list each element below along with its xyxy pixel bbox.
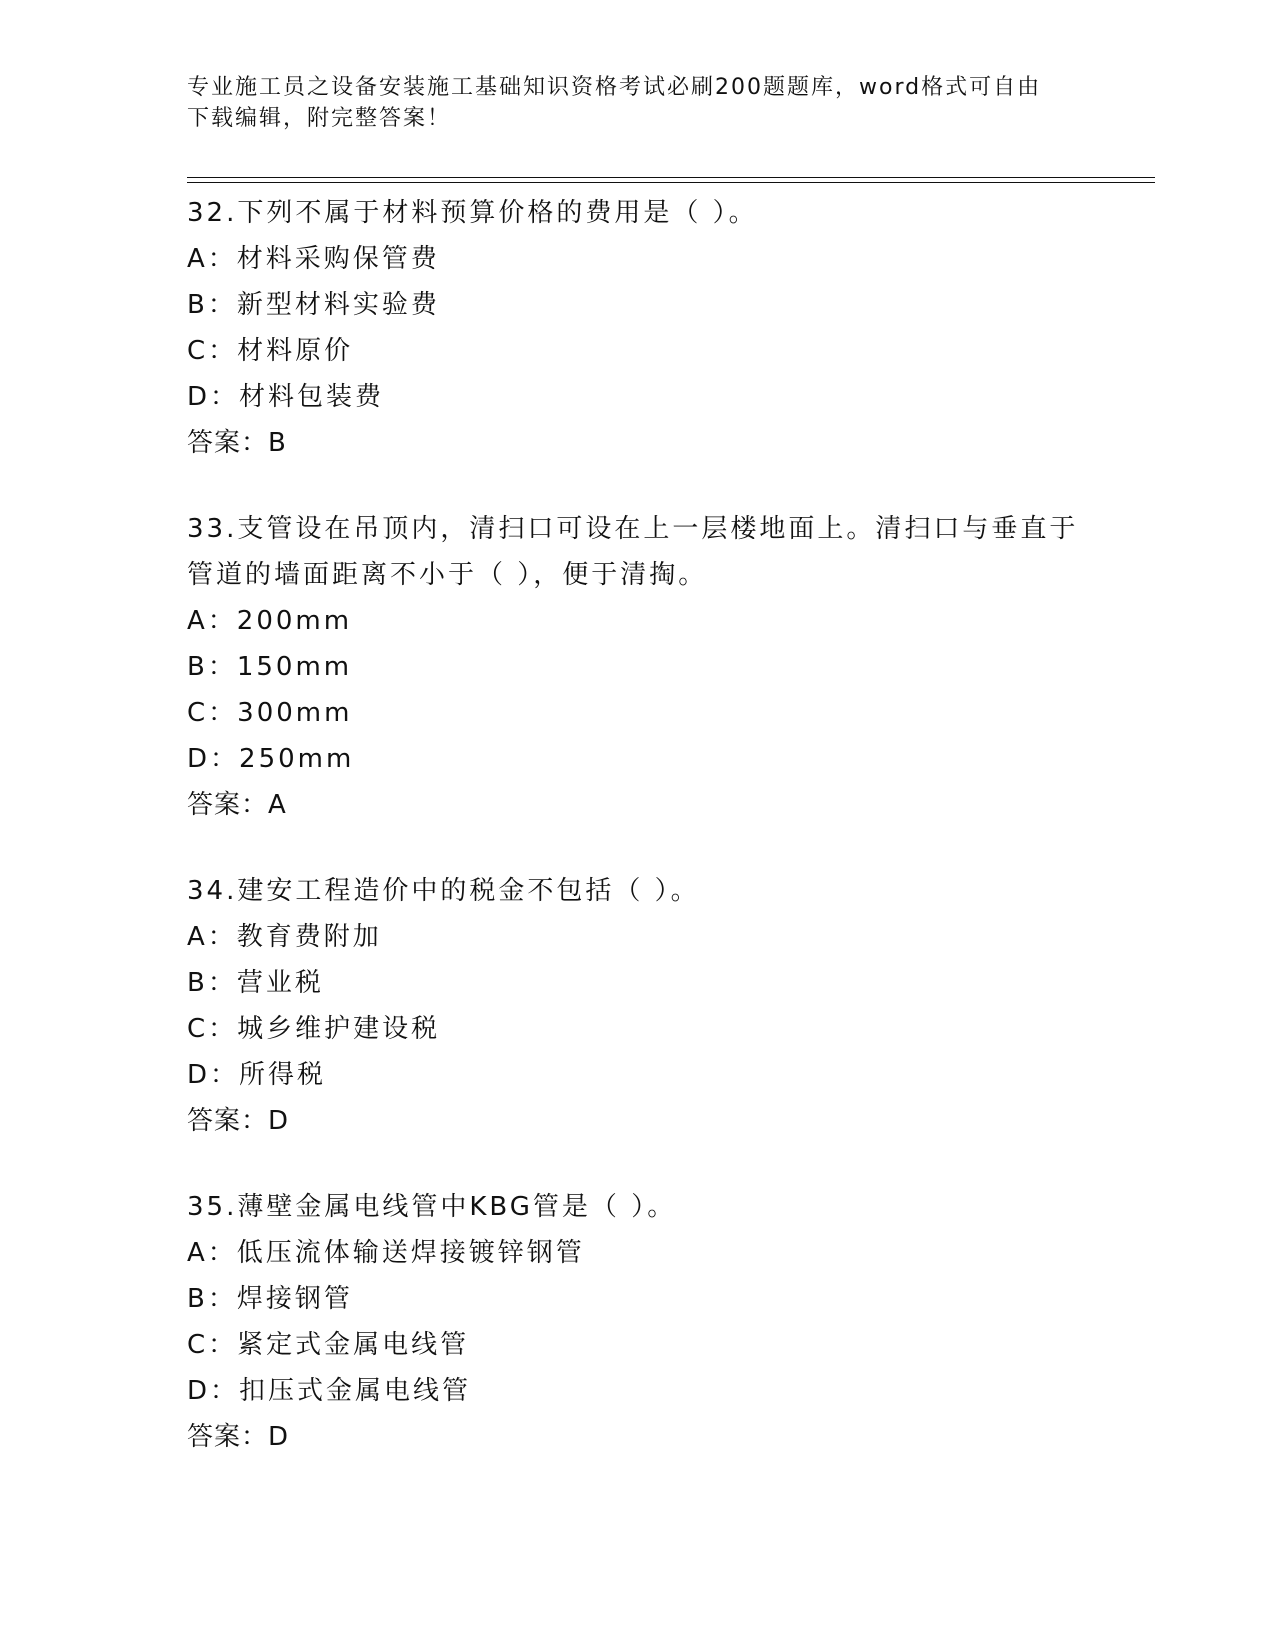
option-d: D：扣压式金属电线管 [187,1376,472,1406]
header-divider-top [187,177,1155,178]
question-stem-line: 34.建安工程造价中的税金不包括（ ）。 [187,876,700,906]
option-d: D：250mm [187,744,355,774]
option-b: B：营业税 [187,968,324,998]
question-32 [187,190,1087,466]
option-c: C：材料原价 [187,336,354,366]
question-stem [187,190,1087,236]
option-b: B：新型材料实验费 [187,290,440,320]
option-c: C：300mm [187,698,353,728]
header-title-line-1: 专业施工员之设备安装施工基础知识资格考试必刷200题题库，word格式可自由 [187,75,1042,100]
question-list [187,190,1087,1500]
document-header [187,72,1077,134]
question-stem [187,1184,1087,1230]
option-c: C：紧定式金属电线管 [187,1330,470,1360]
question-stem-line: 32.下列不属于材料预算价格的费用是（ ）。 [187,198,758,228]
question-stem-line: 33.支管设在吊顶内，清扫口可设在上一层楼地面上。清扫口与垂直于 [187,514,1079,544]
question-33 [187,506,1087,828]
answer-label: 答案：D [187,1422,290,1452]
question-stem [187,506,1087,598]
option-b: B：焊接钢管 [187,1284,353,1314]
header-title-line-2: 下载编辑，附完整答案！ [187,106,452,131]
question-34 [187,868,1087,1144]
option-a: A：教育费附加 [187,922,382,952]
option-a: A：材料采购保管费 [187,244,440,274]
option-c: C：城乡维护建设税 [187,1014,441,1044]
option-b: B：150mm [187,652,353,682]
option-a: A：低压流体输送焊接镀锌钢管 [187,1238,585,1268]
option-d: D：材料包装费 [187,382,385,412]
question-35 [187,1184,1087,1460]
option-d: D：所得税 [187,1060,327,1090]
question-stem-line: 管道的墙面距离不小于（ ），便于清掏。 [187,560,708,590]
answer-label: 答案：D [187,1106,290,1136]
answer-label: 答案：A [187,790,287,820]
question-stem [187,868,1087,914]
question-stem-line: 35.薄壁金属电线管中KBG管是（ ）。 [187,1192,677,1222]
header-divider-bottom [187,182,1155,183]
option-a: A：200mm [187,606,353,636]
answer-label: 答案：B [187,428,287,458]
